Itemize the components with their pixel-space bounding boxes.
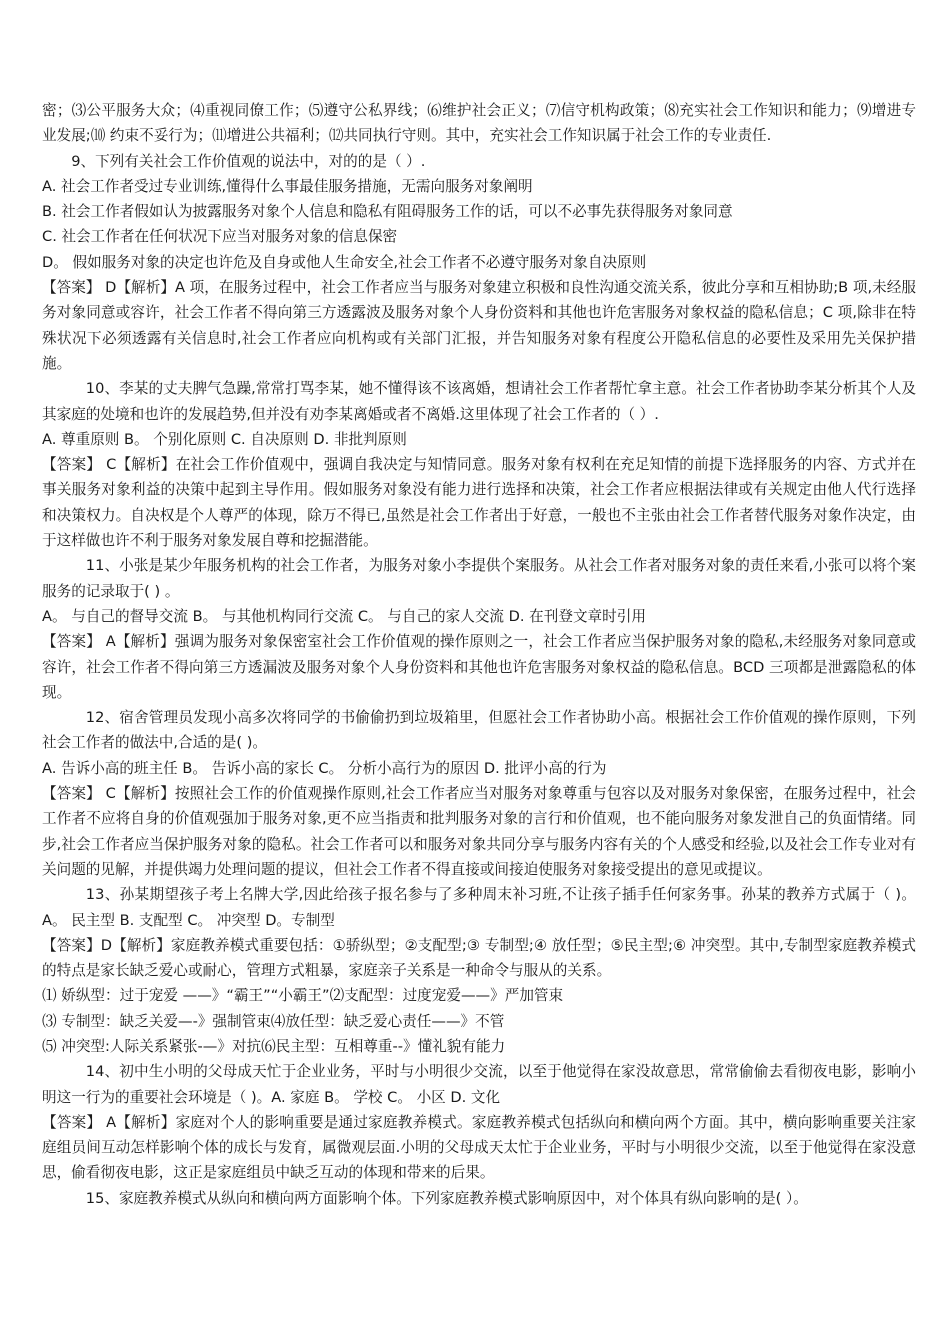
question-paragraph: 13、孙某期望孩子考上名牌大学,因此给孩子报名参与了多种周末补习班,不让孩子插手任何家务事。孙某的教养方式属于（ )。A。 民主型 B. 支配型 C。 冲突型 D。专制型 [42, 886, 916, 929]
paragraph: B. 社会工作者假如认为披露服务对象个人信息和隐私有阻碍服务工作的话，可以不必事先获得服务对象同意 [42, 203, 733, 221]
question-paragraph: 9、下列有关社会工作价值观的说法中，对的的是（ ）. [71, 152, 426, 170]
paragraph: C. 社会工作者在任何状况下应当对服务对象的信息保密 [42, 228, 398, 246]
document-page [42, 98, 916, 1211]
paragraph: D。 假如服务对象的决定也许危及自身或他人生命安全,社会工作者不必遵守服务对象自决原则 [42, 253, 647, 271]
question-paragraph: 12、宿舍管理员发现小高多次将同学的书偷偷扔到垃圾箱里，但愿社会工作者协助小高。根据社会工作价值观的操作原则，下列社会工作者的做法中,合适的是( )。 [42, 709, 916, 752]
paragraph: A。 与自己的督导交流 B。 与其他机构同行交流 C。 与自己的家人交流 D. 在刊登文章时引用 [42, 607, 646, 625]
question-paragraph: 15、家庭教养模式从纵向和横向两方面影响个体。下列家庭教养模式影响原因中，对个体具有纵向影响的是( ）。 [85, 1189, 808, 1207]
paragraph: A. 告诉小高的班主任 B。 告诉小高的家长 C。 分析小高行为的原因 D. 批评小高的行为 [42, 759, 607, 777]
paragraph: 【答案】 C【解析】在社会工作价值观中，强调自我决定与知情同意。服务对象有权利在充足知情的前提下选择服务的内容、方式并在事关服务对象利益的决策中起到主导作用。假如服务对象没有能力进行选择和决策，社会工作者应根据法律或有关规定由他人代行选择和决策权力。自决权是个人尊严的体现，除万不得已,虽然是社会工作者出于好意，一般也不主张由社会工作者替代服务对象作决定，由于这样做也许不利于服务对象发展自尊和挖掘潜能。 [42, 456, 916, 550]
paragraph: 密；⑶公平服务大众；⑷重视同僚工作；⑸遵守公私界线；⑹维护社会正义；⑺信守机构政策；⑻充实社会工作知识和能力；⑼增进专业发展;⑽ 约束不妥行为；⑾增进公共福利；⑿共同执行守则。其中，充实社会工作知识属于社会工作的专业责任. [42, 102, 916, 145]
question-paragraph: 11、小张是某少年服务机构的社会工作者，为服务对象小李提供个案服务。从社会工作者对服务对象的责任来看,小张可以将个案服务的记录取于( ) 。 [42, 557, 916, 600]
paragraph: 【答案】D【解析】家庭教养模式重要包括：①骄纵型；②支配型;③ 专制型;④ 放任型；⑤民主型;⑥ 冲突型。其中,专制型家庭教养模式的特点是家长缺乏爱心或耐心，管理方式粗暴，家庭亲子关系是一种命令与服从的关系。 [42, 936, 916, 980]
paragraph: ⑸ 冲突型:人际关系紧张-—》对抗⑹民主型：互相尊重--》懂礼貌有能力 [42, 1037, 506, 1055]
paragraph: 【答案】 D【解析】A 项，在服务过程中，社会工作者应当与服务对象建立积极和良性沟通交流关系，彼此分享和互相协助;B 项,未经服务对象同意或容许，社会工作者不得向第三方透露波及服务对象个人身份资料和其他也许危害服务对象权益的隐私信息；C 项,除非在特殊状况下必须透露有关信息时,社会工作者应向机构或有关部门汇报，并告知服务对象有程度公开隐私信息的必要性及采用先关保护措施。 [42, 279, 916, 372]
question-paragraph: 10、李某的丈夫脾气急躁,常常打骂李某，她不懂得该不该离婚，想请社会工作者帮忙拿主意。社会工作者协助李某分析其个人及其家庭的处境和也许的发展趋势,但并没有劝李某离婚或者不离婚.这里体现了社会工作者的（ ）. [42, 380, 916, 423]
paragraph: 【答案】 C【解析】按照社会工作的价值观操作原则,社会工作者应当对服务对象尊重与包容以及对服务对象保密，在服务过程中，社会工作者不应将自身的价值观强加于服务对象,更不应当指责和批判服务对象的言行和价值观，也不能向服务对象发泄自己的负面情绪。同步,社会工作者应当保护服务对象的隐私。社会工作者可以和服务对象共同分享与服务内容有关的个人感受和经验,以及社会工作专业对有关问题的见解，并提供竭力处理问题的提议，但社会工作者不得直接或间接迫使服务对象接受提出的意见或提议。 [42, 785, 916, 878]
paragraph: 【答案】 A【解析】强调为服务对象保密室社会工作价值观的操作原则之一，社会工作者应当保护服务对象的隐私,未经服务对象同意或容许，社会工作者不得向第三方透漏波及服务对象个人身份资料和其他也许危害服务对象权益的隐私信息。BCD 三项都是泄露隐私的体现。 [42, 633, 916, 701]
paragraph: ⑶ 专制型：缺乏关爱—-》强制管束⑷放任型：缺乏爱心责任——》不管 [42, 1012, 505, 1030]
paragraph: A. 尊重原则 B。 个别化原则 C. 自决原则 D. 非批判原则 [42, 430, 407, 448]
paragraph: 【答案】 A【解析】家庭对个人的影响重要是通过家庭教养模式。家庭教养模式包括纵向和横向两个方面。其中，横向影响重要关注家庭组员间互动怎样影响个体的成长与发育，属微观层面.小明的父母成天太忙于企业业务，平时与小明很少交流，以至于他觉得在家没意思，偷看彻夜电影，这正是家庭组员中缺乏互动的体现和带来的后果。 [42, 1113, 916, 1182]
paragraph: A. 社会工作者受过专业训练,懂得什么事最佳服务措施，无需向服务对象阐明 [42, 177, 533, 195]
paragraph: ⑴ 娇纵型：过于宠爱 ——》“霸王”“小霸王”⑵支配型：过度宠爱——》严加管束 [42, 987, 564, 1005]
question-paragraph: 14、初中生小明的父母成天忙于企业业务，平时与小明很少交流，以至于他觉得在家没故意思，常常偷偷去看彻夜电影，影响小明这一行为的重要社会环境是（ )。A. 家庭 B。 学校 C。 小区 D. 文化 [42, 1063, 916, 1106]
